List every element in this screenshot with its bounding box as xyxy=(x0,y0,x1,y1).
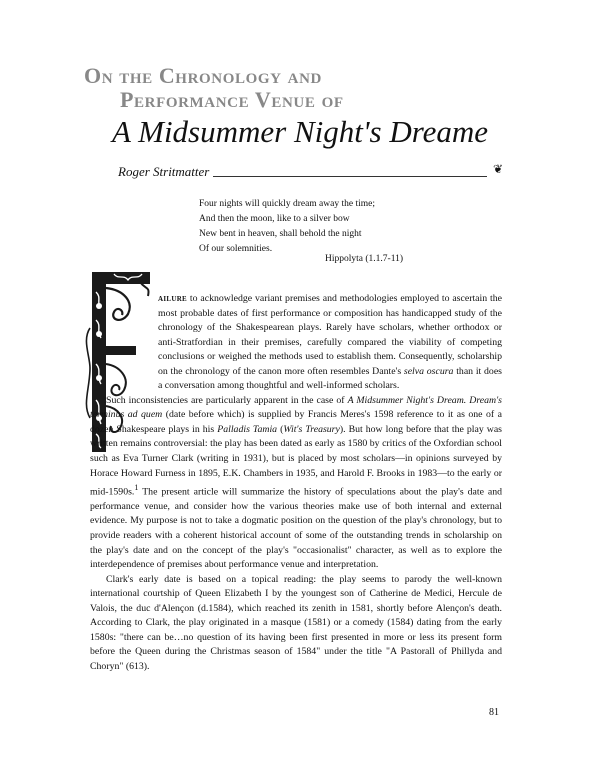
article-body xyxy=(90,292,502,674)
paragraph-2: Such inconsistencies are particularly apparent in the case of A Midsummer Night's Dream. Dream's terminus ad quem (date before which) is supplied by Francis Meres's 1598 reference to it as one of a dozen Shakespeare plays in his Palladis Tamia (Wit's Treasury). But how long before that the play was written remains controversial: the play has been dated as early as 1580 by critics of the Oxfordian school such as Eva Turner Clark (writing in 1931), but is placed by most scholars—in opinions surveyed by Horace Howard Furness in 1895, E.K. Chambers in 1935, and Harold F. Brooks in 1983—to the early or mid-1590s.$^1$ The present article will summarize the history of speculations about the play's date and performance venue, and consider how the various theories make use of both internal and external evidence. My purpose is not to take a dogmatic position on the question of the play's chronology, but to provide readers with a coherent historical account of some of the outstanding trends in scholarship on the play's date and on the concept of the play's "occasionalist" character, as well as to explore the interdependence of premises about performance venue and interpretation. xyxy=(90,394,502,571)
epigraph-line: And then the moon, like to a silver bow xyxy=(199,214,350,224)
paragraph-3: Clark's early date is based on a topical reading: the play seems to parody the well-known international courtship of Queen Elizabeth I by the youngest son of Catherine de Medici, Hercule de Valois, the duc d'Alençon (d.1584), which reached its zenith in 1581, shortly before Alençon's death. According to Clark, the play originated in a masque (1581) or a comedy (1584) dating from the early 1580s: "there can be…no question of its having been first presented in more or less its present form before the Queen during the Christmas season of 1584" under the title "A Pastorall of Phillyda and Choryn" (613). xyxy=(90,573,502,672)
byline xyxy=(118,164,503,180)
epigraph-line: Of our solemnities. xyxy=(199,244,273,254)
epigraph-line: Four nights will quickly dream away the time; xyxy=(199,199,375,209)
epigraph-attribution: Hippolyta (1.1.7-11) xyxy=(325,254,404,264)
epigraph-line: New bent in heaven, shall behold the night xyxy=(199,229,362,239)
title-play-name: A Midsummer Night's Dreame xyxy=(112,114,489,149)
article-title xyxy=(84,64,544,150)
paragraph-1: ailure to acknowledge variant premises and methodologies employed to ascertain the most probable dates of first performance or composition has handicapped study of the chronology of the Shakespearean plays. Rarely have scholars, whether orthodox or anti-Stratfordian in their premises, carefully compared the viability of competing conclusions or weighed the methods used to establish them. Consequently, scholarship on the chronology of the canon more often resembles Dante's selva oscura than it does a conversation among thoughtful and well-informed scholars. xyxy=(158,293,502,392)
title-line-2: Performance Venue of xyxy=(120,87,344,112)
epigraph xyxy=(199,197,419,257)
fleuron-icon: ❦ xyxy=(492,162,503,176)
title-line-1: On the Chronology and xyxy=(84,63,322,88)
page-number: 81 xyxy=(489,707,499,718)
opening-word: ailure xyxy=(158,293,188,304)
footnote-marker: 1 xyxy=(134,483,139,493)
author-name: Roger Stritmatter xyxy=(118,164,213,180)
